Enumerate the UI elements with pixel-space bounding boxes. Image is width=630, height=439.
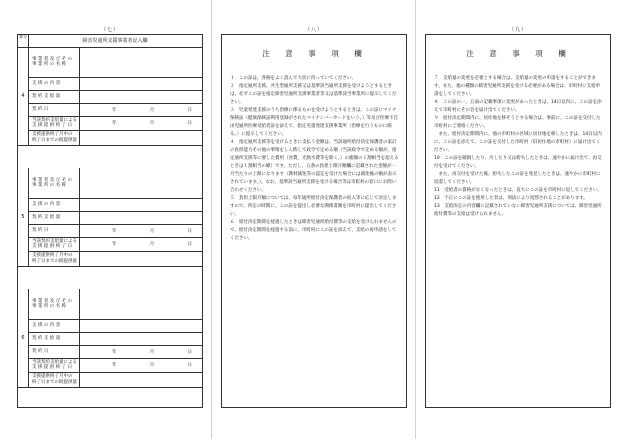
row-label-line: 事 業 者 及 び そ の [32, 177, 73, 183]
note-item: ９ 給付決定期間内に、居住地を移そうとする場合は、事前に、この証を交付した市町村にご連絡ください。 [434, 116, 601, 129]
month-label: 月 [149, 349, 155, 355]
header-number-label: 番号 [18, 35, 29, 47]
date-fields [112, 345, 192, 358]
date-fields [112, 116, 192, 130]
table-block [18, 47, 202, 146]
row-label-line: 契 約 日 [32, 106, 49, 112]
note-item: ５ 負担上限月額については、毎年通所給付決定保護者の収入等に応じて決定しますので、所定の時期に、この証を提出し必要な関係書類を市町村に提出してください。 [230, 196, 397, 217]
note-item: ３ 児童発達支援のうち治療に係るものを受けようとするときは、この証にマイナ保険証（健康保険証利用登録がされたマイナンバーカードをいう。）等及び医療不自由児通所医療受給者証を添えて、指定児童発達支援事業所（治療を行うものに限る。）に提示してください。 [230, 108, 399, 137]
table-row [28, 116, 202, 131]
row-label-line: 事 業 者 及 び そ の [32, 56, 73, 62]
date-fields [112, 358, 192, 372]
note-item: ２ 指定通所支援、共生型通所支援又は基準該当通所支援を受けようとするときは、必ずこの証を指定障害児通所支援事業者等又は基準該当事業所に提示してください。 [230, 84, 397, 105]
row-label-line: 当該契約支給量による [32, 238, 77, 244]
month-label: 月 [149, 228, 155, 234]
table-row [28, 90, 202, 104]
note-item: １ この証は、各個をよく読んで大切に持っていてください。 [230, 76, 356, 81]
table-row [28, 251, 202, 266]
day-label: 日 [187, 363, 192, 368]
row-label-line: 支 援 提 供 終 了 日 [32, 365, 73, 370]
note-item: また、再交付を受けた後、紛失したこの証を発見したときは、速やかに市町村に返還してください。 [434, 172, 601, 185]
row-label [28, 211, 80, 224]
year-label: 年 [112, 228, 117, 234]
table-row [28, 345, 202, 359]
month-label: 月 [149, 242, 155, 247]
notes-title: 注 意 事 項 欄 [466, 49, 570, 58]
note-item: 10 この証を破損したり、汚したり又は紛失したときは、速やかに届け出て、再交付を受けてください。 [434, 156, 602, 169]
row-label [28, 345, 80, 358]
month-label: 月 [149, 107, 155, 113]
row-label-line: 契 約 日 [32, 348, 49, 354]
row-label-line: 契 約 日 [32, 227, 49, 233]
row-label-line: 支援提供終了月中の [32, 132, 73, 137]
month-label: 月 [149, 121, 155, 126]
table-row [28, 319, 202, 333]
row-label [28, 237, 80, 251]
table-row [28, 372, 202, 387]
row-label-line: 当該契約支給量による [32, 359, 77, 365]
day-label: 日 [187, 228, 192, 234]
block-number: 4 [18, 47, 29, 145]
row-label-line: 支 援 の 内 容 [32, 201, 61, 207]
year-label: 年 [112, 107, 117, 113]
page-number-9: （九） [508, 27, 527, 33]
row-label [28, 251, 80, 266]
row-label [28, 319, 80, 332]
row-label [28, 116, 80, 130]
row-label-line: 契 約 支 給 量 [32, 335, 61, 341]
table-row [28, 168, 202, 199]
table-row [28, 332, 202, 346]
note-item: ８ この証の一、五面の記載事項に変更があったときは、14日以内に、この証を添えて市町村にその旨を届け出てください。 [434, 100, 602, 113]
row-label [28, 90, 80, 103]
row-label-line: 終了日までの既提供量 [32, 379, 77, 385]
table-row [28, 198, 202, 212]
day-label: 日 [187, 107, 192, 113]
page-number-7: （七） [100, 27, 119, 33]
row-label-line: 支 援 提 供 終 了 日 [32, 244, 73, 249]
row-label [28, 103, 80, 116]
row-label [28, 47, 80, 77]
row-label [28, 130, 80, 145]
note-item: ６ 給付決定期間を経過したときは障害児通所給付費等の支給を受けられませんので、給付決定期間を経過する前に、市町村にこの証を添えて、支給の再申請をしてください。 [230, 220, 397, 241]
row-label-line: 契 約 支 給 量 [32, 93, 61, 99]
table-block [18, 289, 202, 388]
day-label: 日 [187, 349, 192, 355]
row-label [28, 289, 80, 319]
year-label: 年 [112, 242, 117, 247]
row-label [28, 332, 80, 345]
date-fields [112, 237, 192, 251]
row-label-line: 終了日までの既提供量 [32, 258, 77, 264]
row-label [28, 372, 80, 387]
row-label-line: 事 業 所 の 名 称 [32, 62, 67, 67]
note-item: ７ 支給量の変更を必要とする場合は、支給量の変更の申請をすることができます。また、他の種類の障害児通所支援を受ける必要がある場合は、市町村に支給申請をしてください。 [434, 76, 601, 97]
table-row [28, 47, 202, 78]
row-label-line: 当該契約支給量による [32, 117, 77, 123]
note-item: 12 不正にこの証を使用した者は、刑法により処罰されることがあります。 [434, 196, 588, 201]
table-row [28, 77, 202, 91]
year-label: 年 [112, 121, 117, 126]
notes-title: 注 意 事 項 欄 [262, 49, 366, 58]
year-label: 年 [112, 349, 117, 355]
table-row [28, 211, 202, 225]
date-fields [112, 224, 192, 237]
page-eight [221, 34, 407, 408]
page-number-8: （八） [304, 27, 323, 33]
row-label [28, 168, 80, 198]
provider-entry-table [18, 35, 202, 407]
note-item: 13 支給決定の内容欄に記載されていない障害児通所支援については、障害児通所給付費等の支給は受けられません。 [434, 204, 602, 217]
notes-list [230, 75, 400, 243]
note-item: 11 受給者の資格がなくなったときは、直ちにこの証を市町村に返してください。 [434, 188, 602, 193]
row-label-line: 支援提供終了月中の [32, 374, 73, 379]
fold-line [211, 0, 212, 439]
year-label: 年 [112, 363, 117, 368]
row-label-line: 契 約 支 給 量 [32, 214, 61, 220]
row-label [28, 77, 80, 90]
notes-list [434, 75, 604, 219]
table-row [28, 237, 202, 252]
month-label: 月 [149, 363, 155, 368]
page-nine [425, 34, 611, 408]
row-label-line: 事 業 所 の 名 称 [32, 304, 67, 309]
row-label-line: 支援提供終了月中の [32, 253, 73, 258]
row-label-line: 事 業 者 及 び そ の [32, 298, 73, 304]
table-block [18, 168, 202, 267]
row-label-line: 支 援 の 内 容 [32, 80, 61, 86]
date-fields [112, 103, 192, 116]
row-label [28, 358, 80, 372]
header-title: 障害児通所支援事業者記入欄 [82, 38, 148, 44]
row-label-line: 支 援 の 内 容 [32, 322, 61, 328]
row-label [28, 198, 80, 211]
note-item: また、給付決定期間内に、他の市町村の区域に居住地を移したときは、14日以内に、この証を添えて、この証を交付した市町村（旧居住地の市町村）に届け出てください。 [434, 132, 602, 153]
block-number: 5 [18, 168, 29, 266]
fold-line [415, 0, 416, 439]
table-row [28, 289, 202, 320]
row-label [28, 224, 80, 237]
block-number: 6 [18, 289, 29, 387]
row-label-line: 支 援 提 供 終 了 日 [32, 123, 73, 128]
table-row [28, 130, 202, 145]
day-label: 日 [187, 242, 192, 247]
row-label-line: 終了日までの既提供量 [32, 137, 77, 143]
table-row [28, 224, 202, 238]
table-row [28, 358, 202, 373]
page-seven [17, 34, 203, 408]
row-label-line: 事 業 所 の 名 称 [32, 183, 67, 188]
table-row [28, 103, 202, 117]
note-item: ４ 指定通所支援等を受けるときに支払う金額は、当該通所給付決定保護者の家計の負担能力その他の事情をしん酌して政令で定める額（当該政令で定める額が、指定通所支援等に要した費用（食費、光熱水費等を除く。）の総額の１割相当を超えるときは１割相当の額）です。ただし、五条の負担上限月額欄に記載された金額が一月当たりの上限になります（教材減免等の認定を受けた場合には減免後の額が表示されています。）。なお、基準該当通所支援を受ける場合等は市町村の窓口にお問い合わせください。 [230, 140, 399, 193]
day-label: 日 [187, 121, 192, 126]
